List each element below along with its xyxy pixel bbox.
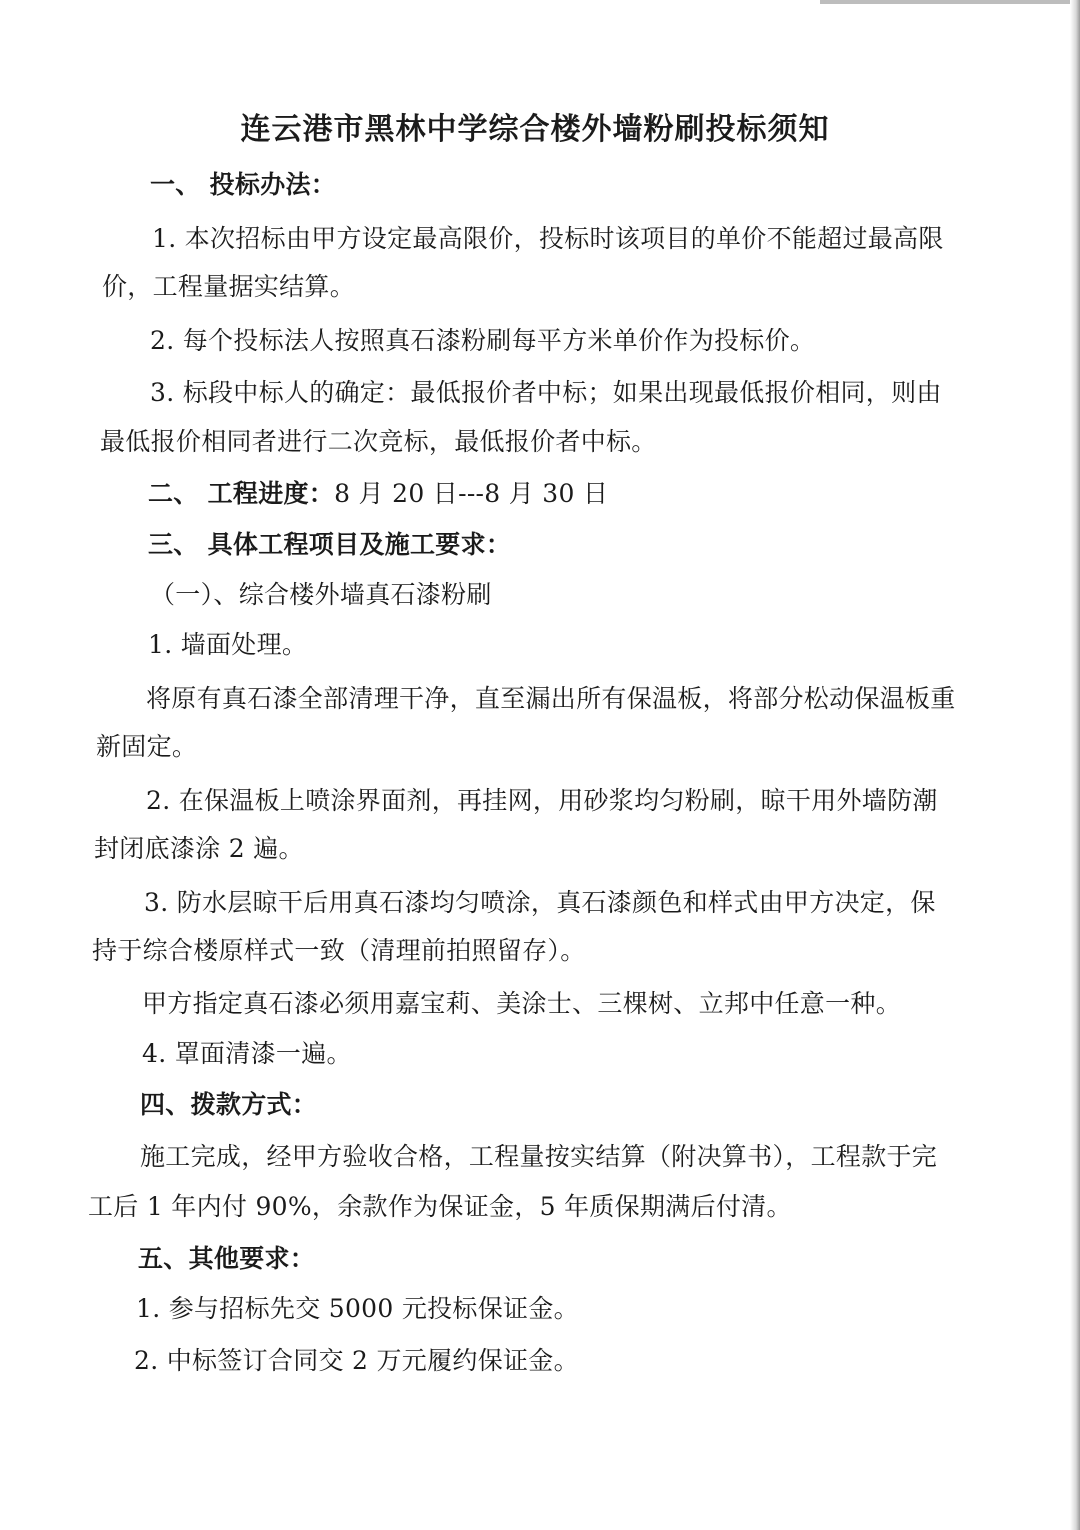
- scan-page-edge: [1070, 0, 1080, 1530]
- section4-text-line2: 工后 1 年内付 90%，余款作为保证金，5 年质保期满后付清。: [88, 1192, 792, 1221]
- section4-text-line1: 施工完成，经甲方验收合格，工程量按实结算（附决算书），工程款于完: [140, 1142, 938, 1171]
- section1-item3-line1: 3. 标段中标人的确定：最低报价者中标；如果出现最低报价相同，则由: [150, 378, 942, 407]
- section2-heading: 二、 工程进度：: [148, 479, 335, 508]
- section3-item3-line1: 3. 防水层晾干后用真石漆均匀喷涂，真石漆颜色和样式由甲方决定，保: [144, 888, 936, 917]
- section3-heading: 三、 具体工程项目及施工要求：: [148, 530, 512, 559]
- section1-item2: 2. 每个投标法人按照真石漆粉刷每平方米单价作为投标价。: [150, 326, 816, 355]
- section3-item3-line2: 持于综合楼原样式一致（清理前拍照留存）。: [92, 936, 586, 965]
- section2-dates: 8 月 20 日---8 月 30 日: [334, 479, 609, 508]
- section1-item1-line1: 1. 本次招标由甲方设定最高限价，投标时该项目的单价不能超过最高限: [152, 224, 944, 253]
- scan-edge-smudge: [820, 0, 1080, 4]
- section3-item1-desc-line2: 新固定。: [96, 732, 198, 761]
- section1-item3-line2: 最低报价相同者进行二次竞标，最低报价者中标。: [100, 427, 657, 456]
- section3-item1: 1. 墙面处理。: [148, 630, 308, 659]
- section3-item4: 4. 罩面清漆一遍。: [142, 1039, 352, 1068]
- page-title: 连云港市黑林中学综合楼外墙粉刷投标须知: [240, 112, 830, 147]
- section5-heading: 五、其他要求：: [138, 1244, 316, 1273]
- section5-item2: 2. 中标签订合同交 2 万元履约保证金。: [134, 1346, 579, 1375]
- section1-heading: 一、 投标办法：: [150, 170, 337, 199]
- section2-row: [148, 477, 608, 511]
- section3-item2-line2: 封闭底漆涂 2 遍。: [94, 834, 304, 863]
- section3-subheading: （一）、综合楼外墙真石漆粉刷: [150, 580, 492, 609]
- section3-item1-desc-line1: 将原有真石漆全部清理干净，直至漏出所有保温板，将部分松动保温板重: [146, 684, 956, 713]
- section1-item1-line2: 价，工程量据实结算。: [102, 272, 356, 301]
- section4-heading: 四、拨款方式：: [140, 1090, 318, 1119]
- section3-item2-line1: 2. 在保温板上喷涂界面剂，再挂网，用砂浆均匀粉刷，晾干用外墙防潮: [146, 786, 938, 815]
- section5-item1: 1. 参与招标先交 5000 元投标保证金。: [136, 1294, 579, 1323]
- section3-brand-note: 甲方指定真石漆必须用嘉宝莉、美涂士、三棵树、立邦中任意一种。: [142, 989, 902, 1018]
